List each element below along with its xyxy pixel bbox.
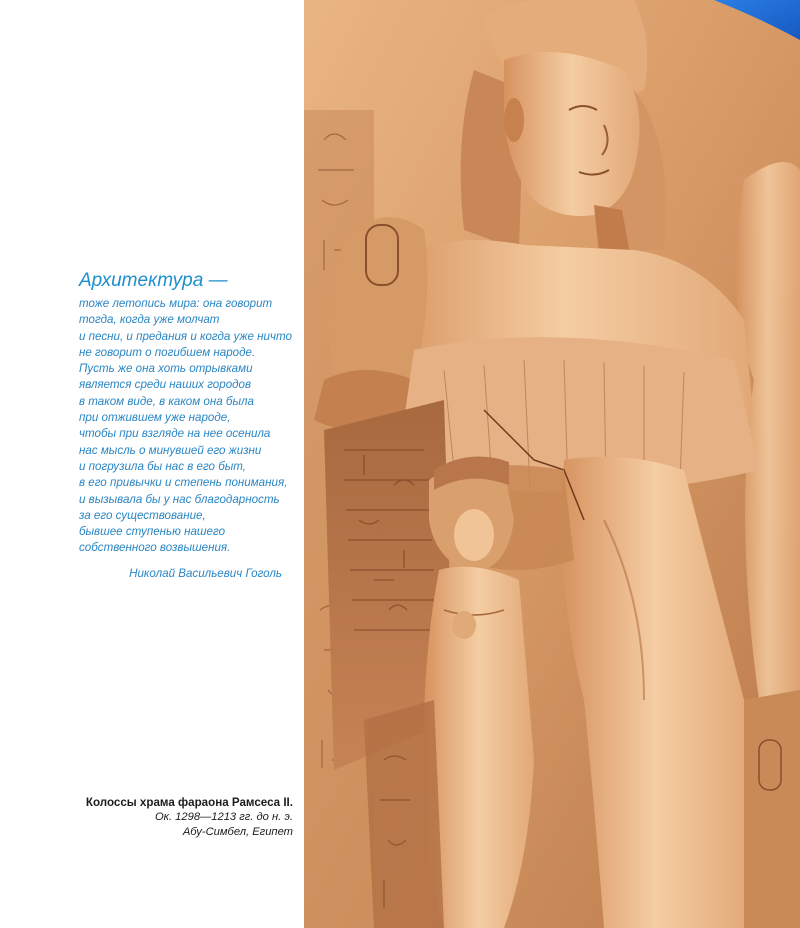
caption-date: Ок. 1298—1213 гг. до н. э.	[154, 811, 293, 823]
epigraph-line: Пусть же она хоть отрывками	[79, 362, 253, 376]
epigraph-line: чтобы при взгляде на нее осенила	[79, 427, 271, 441]
caption-place: Абу-Симбел, Египет	[182, 826, 293, 838]
epigraph-line: является среди наших городов	[79, 378, 252, 392]
epigraph	[79, 270, 304, 582]
epigraph-line: при отжившем уже народе,	[79, 411, 231, 425]
epigraph-line: и погрузила бы нас в его быт,	[79, 459, 247, 473]
epigraph-line: и песни, и предания и когда уже ничто	[79, 329, 292, 343]
epigraph-line: не говорит о погибшем народе.	[79, 345, 256, 359]
epigraph-line: бывшее ступенью нашего	[79, 525, 226, 539]
epigraph-line: тоже летопись мира: она говорит	[79, 297, 273, 310]
colossus-photo	[304, 0, 800, 928]
epigraph-text	[79, 296, 304, 557]
epigraph-line: и вызывала бы у нас благодарность	[79, 492, 280, 506]
epigraph-line: за его существование,	[79, 508, 206, 522]
epigraph-line: нас мысль о минувшей его жизни	[79, 443, 262, 457]
epigraph-line: в его привычки и степень понимания,	[79, 476, 288, 490]
epigraph-line: тогда, когда уже молчат	[79, 313, 220, 327]
colossus-illustration	[304, 0, 800, 928]
photo-caption	[63, 795, 293, 840]
epigraph-author: Николай Васильевич Гоголь	[129, 566, 282, 580]
epigraph-line: собственного возвышения.	[79, 541, 231, 555]
epigraph-title: Архитектура —	[79, 270, 228, 291]
caption-title: Колоссы храма фараона Рамсеса II.	[85, 796, 293, 809]
epigraph-line: в таком виде, в каком она была	[79, 394, 254, 408]
